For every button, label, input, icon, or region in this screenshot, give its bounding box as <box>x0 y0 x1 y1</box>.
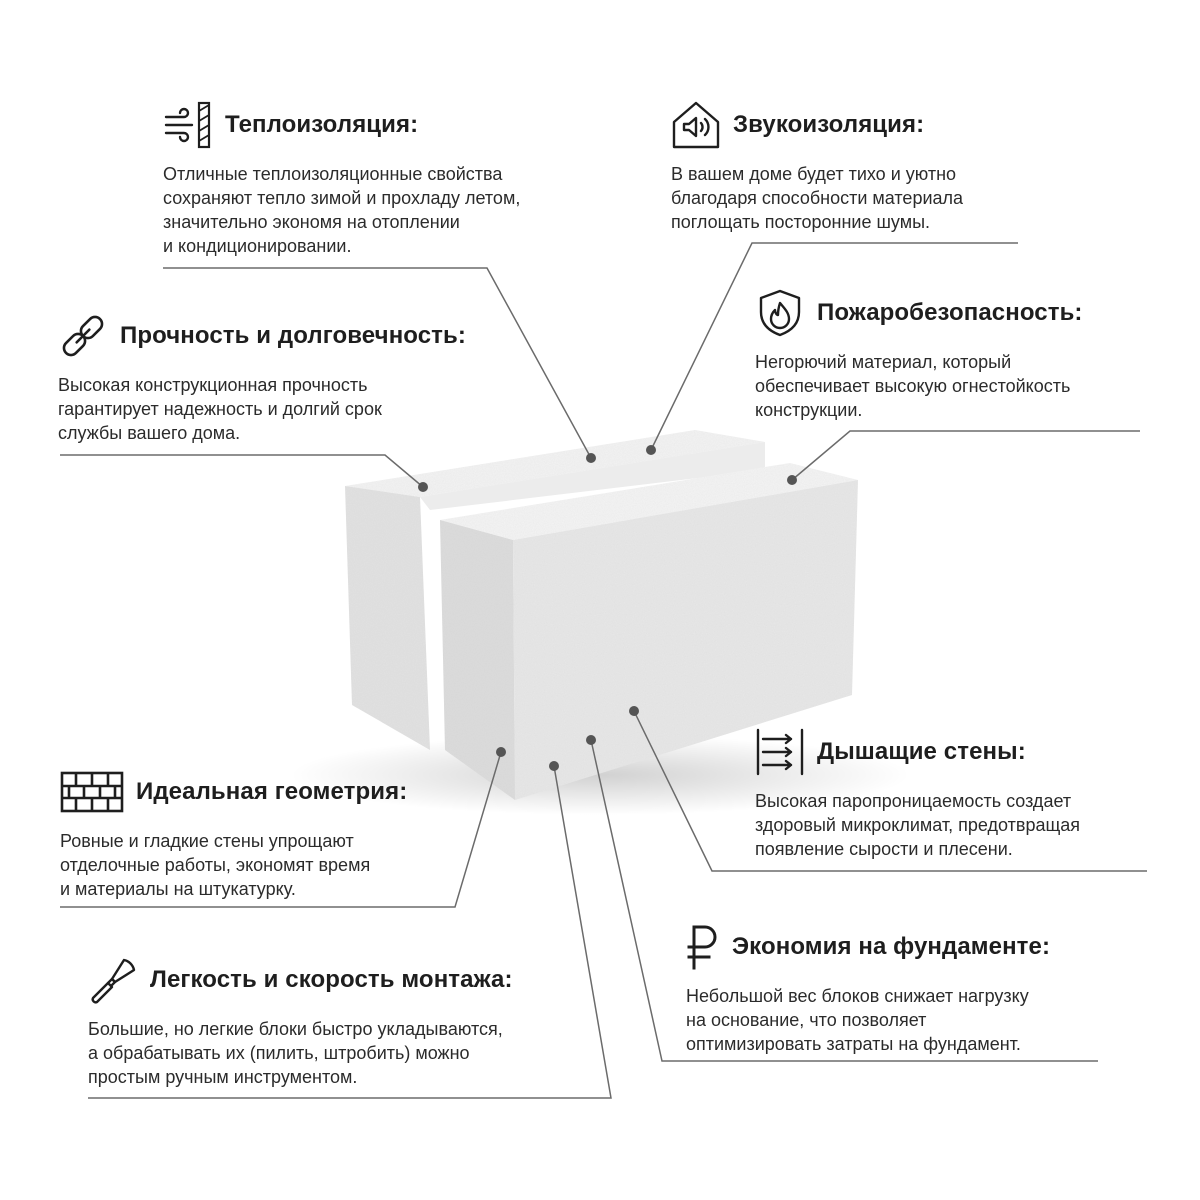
wall-arrows-icon <box>755 727 805 777</box>
feature-title: Теплоизоляция: <box>225 111 419 138</box>
feature-fire-safety <box>755 288 1083 422</box>
brick-wall-icon <box>60 767 124 817</box>
feature-description: Высокая паропроницаемость создает здоровый микроклимат, предотвращая появление сырости и плесени. <box>755 791 1081 859</box>
feature-title: Звукоизоляция: <box>733 111 925 138</box>
feature-title: Пожаробезопасность: <box>817 299 1083 326</box>
feature-foundation-savings <box>686 922 1050 1056</box>
feature-strength-durability <box>58 311 466 445</box>
feature-title: Прочность и долговечность: <box>120 322 466 349</box>
feature-title: Экономия на фундаменте: <box>732 933 1051 960</box>
feature-title: Дышащие стены: <box>817 738 1026 765</box>
ruble-icon <box>686 922 720 972</box>
feature-title: Идеальная геометрия: <box>136 778 408 805</box>
feature-title: Легкость и скорость монтажа: <box>150 966 513 993</box>
feature-description: Небольшой вес блоков снижает нагрузку на основание, что позволяет оптимизировать затраты на фундамент. <box>686 986 1029 1054</box>
feature-easy-installation <box>88 955 513 1089</box>
leader-fire <box>792 431 1140 480</box>
house-speaker-icon <box>671 100 721 150</box>
chain-link-icon <box>58 311 108 361</box>
feature-description: Высокая конструкционная прочность гарантирует надежность и долгий срок службы вашего дома. <box>58 375 382 443</box>
feature-description: В вашем доме будет тихо и уютно благодаря способности материала поглощать посторонние шумы. <box>671 164 964 232</box>
wind-wall-icon <box>163 100 213 150</box>
leader-strength <box>60 455 423 487</box>
feature-description: Отличные теплоизоляционные свойства сохраняют тепло зимой и прохладу летом, значительно экономя на отоплении и кондиционировании. <box>163 164 521 256</box>
trowel-icon <box>88 955 138 1005</box>
feature-breathing-walls <box>755 727 1080 861</box>
feature-ideal-geometry <box>60 767 407 901</box>
feature-description: Негорючий материал, который обеспечивает высокую огнестойкость конструкции. <box>755 352 1071 420</box>
feature-description: Большие, но легкие блоки быстро укладываются, а обрабатывать их (пилить, штробить) можно простым ручным инструментом. <box>88 1019 503 1087</box>
feature-thermal-insulation <box>163 100 520 258</box>
feature-sound-insulation <box>671 100 963 234</box>
feature-description: Ровные и гладкие стены упрощают отделочные работы, экономят время и материалы на штукатурку. <box>60 831 371 899</box>
shield-flame-icon <box>755 288 805 338</box>
